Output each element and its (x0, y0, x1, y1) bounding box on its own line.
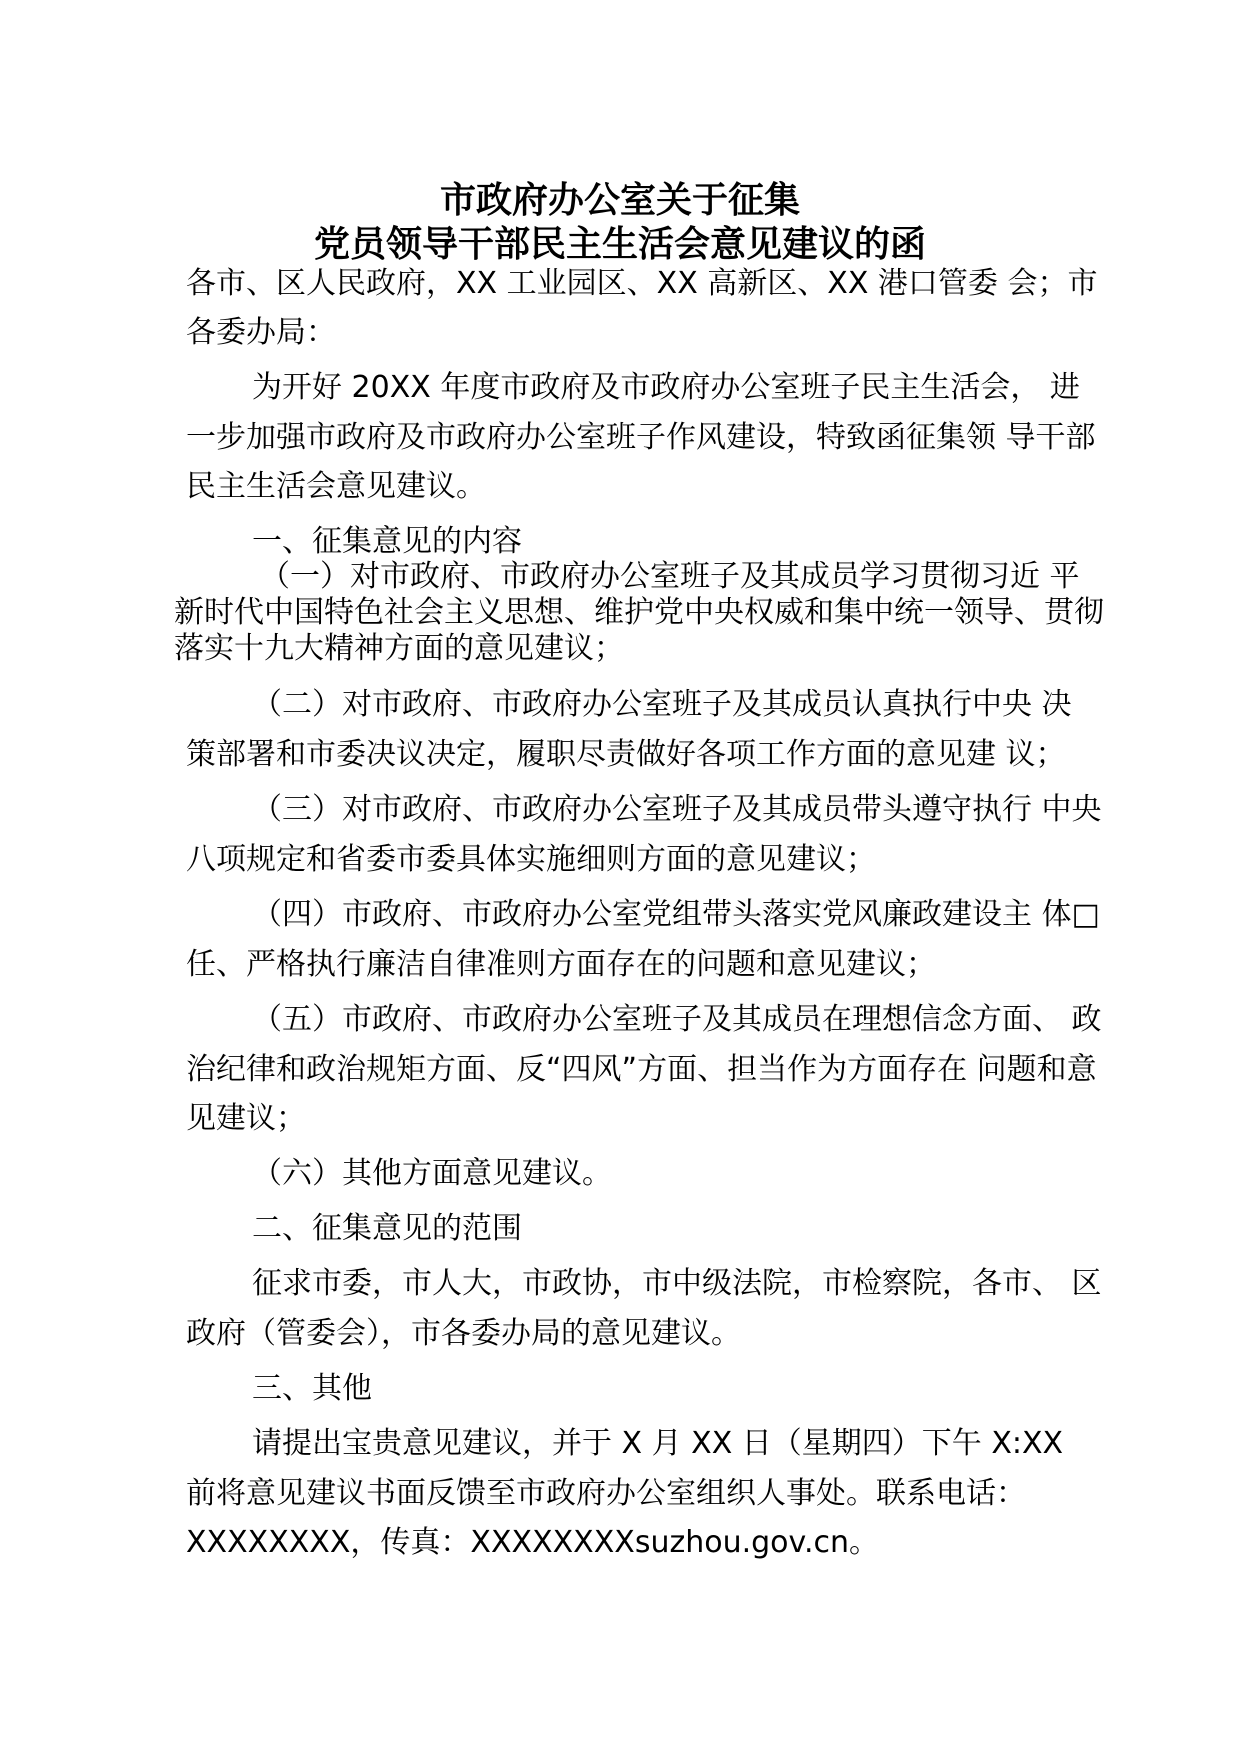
section1-item1-line-2: 新时代中国特色社会主义思想、维护党中央权威和集中统一领导、贯彻 (174, 595, 1104, 630)
section2-body-line-1: 征求市委，市人大，市政协，市中级法院，市检察院，各市、 区 (252, 1266, 1102, 1301)
intro-line-1: 为开好 20XX 年度市政府及市政府办公室班子民主生活会， 进 (252, 370, 1080, 405)
section1-heading: 一、征集意见的内容 (252, 524, 522, 559)
addressee-line-2: 各委办局： (186, 315, 336, 350)
section1-item2-line-2: 策部署和市委决议决定，履职尽责做好各项工作方面的意见建 议； (186, 737, 1066, 772)
section1-item2-line-1: （二）对市政府、市政府办公室班子及其成员认真执行中央 决 (252, 687, 1072, 722)
section3-body-line-1: 请提出宝贵意见建议，并于 X 月 XX 日（星期四）下午 X:XX (252, 1426, 1064, 1461)
section3-body-line-2: 前将意见建议书面反馈至市政府办公室组织人事处。联系电话： (186, 1476, 1026, 1511)
document-title-line-1: 市政府办公室关于征集 (439, 180, 800, 221)
intro-line-3: 民主生活会意见建议。 (186, 469, 486, 504)
section1-item5-line-1: （五）市政府、市政府办公室班子及其成员在理想信念方面、 政 (252, 1002, 1102, 1037)
section1-item1-line-1: （一）对市政府、市政府办公室班子及其成员学习贯彻习近 平 (260, 559, 1080, 594)
section3-heading: 三、其他 (252, 1371, 372, 1406)
section1-item6: （六）其他方面意见建议。 (252, 1156, 612, 1191)
section1-item4-line-2: 任、严格执行廉洁自律准则方面存在的问题和意见建议； (186, 947, 936, 982)
document-title-line-2: 党员领导干部民主生活会意见建议的函 (313, 224, 926, 265)
section1-item5-line-2: 治纪律和政治规矩方面、反“四风”方面、担当作为方面存在 问题和意 (186, 1052, 1097, 1087)
section1-item5-line-3: 见建议； (186, 1101, 306, 1136)
section3-body-line-3: XXXXXXXX，传真：XXXXXXXXsuzhou.gov.cn。 (186, 1525, 880, 1560)
section1-item3-line-2: 八项规定和省委市委具体实施细则方面的意见建议； (186, 842, 876, 877)
intro-line-2: 一步加强市政府及市政府办公室班子作风建设，特致函征集领 导干部 (186, 420, 1096, 455)
section2-body-line-2: 政府（管委会），市各委办局的意见建议。 (186, 1316, 741, 1351)
section1-item3-line-1: （三）对市政府、市政府办公室班子及其成员带头遵守执行 中央 (252, 792, 1102, 827)
section1-item1-line-3: 落实十九大精神方面的意见建议； (174, 631, 624, 666)
section2-heading: 二、征集意见的范围 (252, 1211, 522, 1246)
addressee-line-1: 各市、区人民政府，XX 工业园区、XX 高新区、XX 港口管委 会；市 (186, 266, 1098, 301)
section1-item4-line-1: （四）市政府、市政府办公室党组带头落实党风廉政建设主 体□ (252, 897, 1100, 932)
